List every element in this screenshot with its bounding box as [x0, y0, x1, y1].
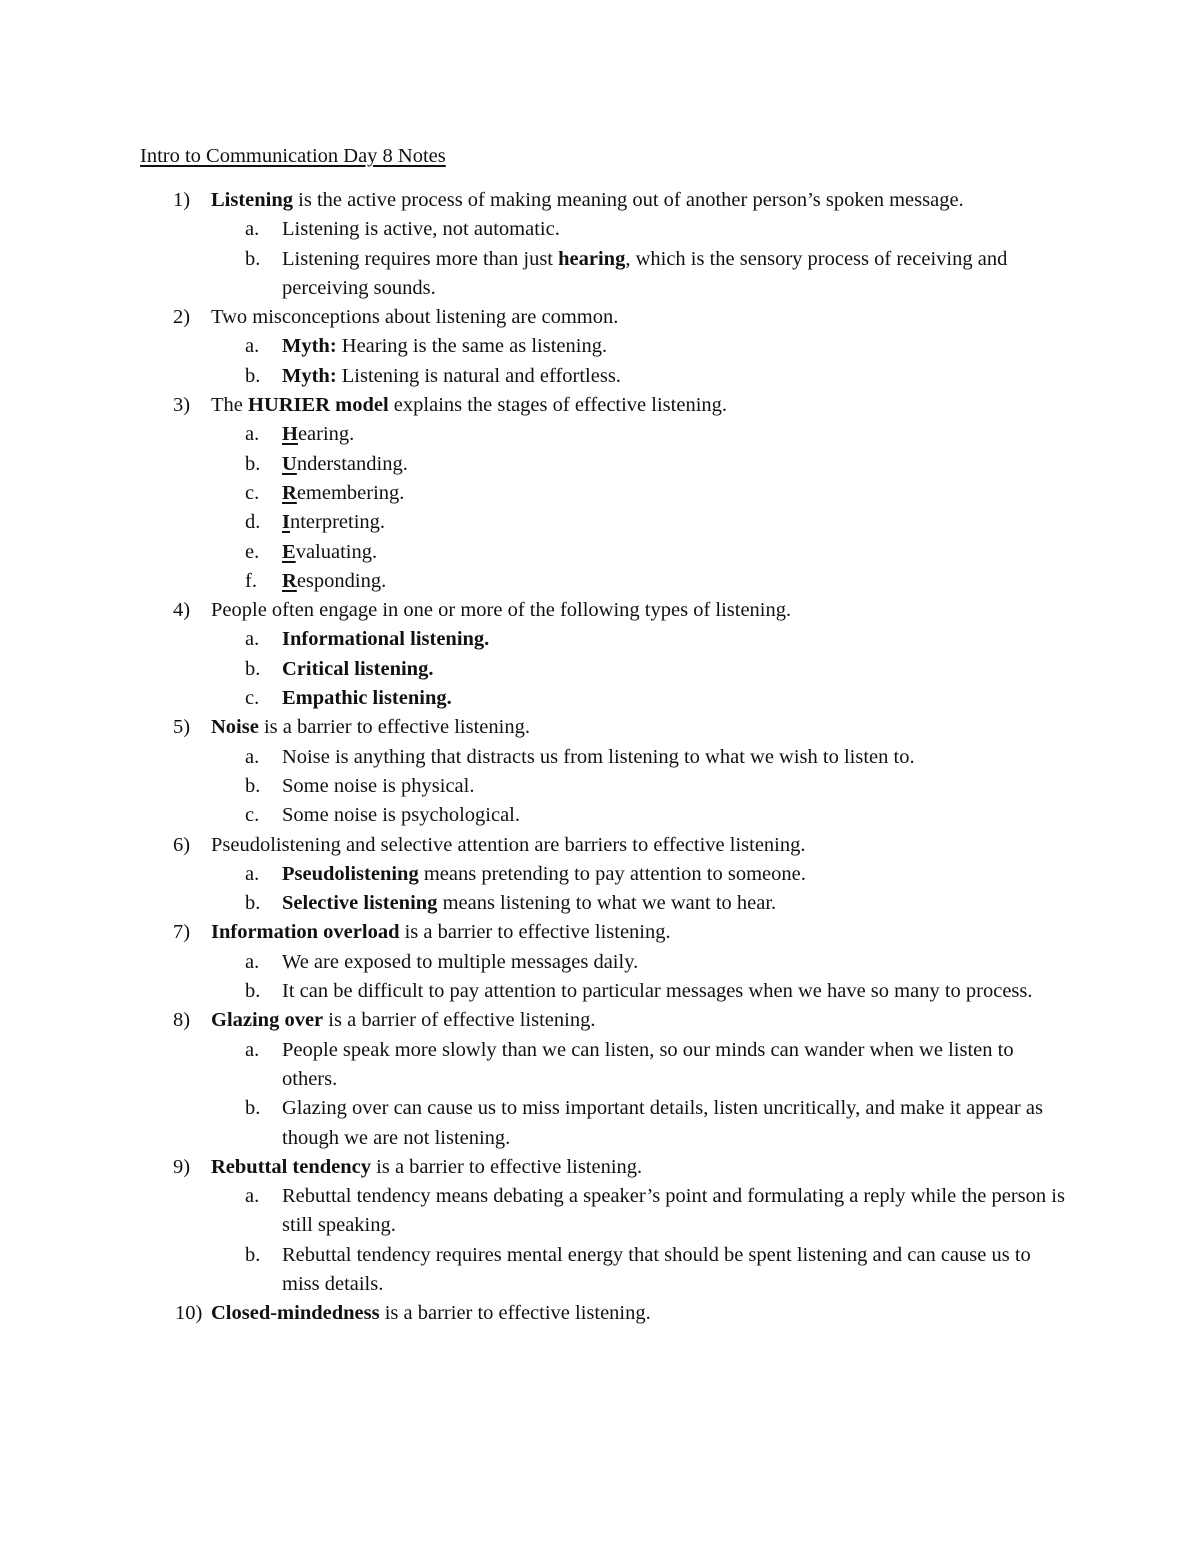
- item-text: [211, 831, 1070, 860]
- sub-item-letter: a.: [245, 628, 260, 651]
- item-text: [211, 303, 1070, 332]
- bold-term: [282, 423, 298, 445]
- sub-item-text: [282, 772, 1070, 801]
- bold-term: [282, 511, 290, 533]
- text-run: nderstanding.: [296, 452, 408, 475]
- bold-term: Empathic listening.: [282, 687, 452, 710]
- sub-item-text: [282, 538, 1070, 567]
- sub-item-text: [282, 977, 1070, 1006]
- sub-item-letter: e.: [245, 540, 260, 563]
- sub-list: [211, 860, 1070, 919]
- sub-item-letter: a.: [245, 950, 260, 973]
- sub-item-text: [282, 420, 1070, 449]
- sub-list: [211, 1182, 1070, 1299]
- sub-item-letter: b.: [245, 364, 261, 387]
- underlined-initial: R: [282, 481, 297, 504]
- sub-item-letter: a.: [245, 862, 260, 885]
- outline-item: [0, 831, 1200, 919]
- outline-item: [0, 1299, 1200, 1328]
- text-run: is a barrier to effective listening.: [379, 1302, 651, 1325]
- underlined-initial: H: [282, 423, 298, 446]
- sub-item: [211, 1094, 1070, 1153]
- sub-item-text: [282, 1094, 1070, 1153]
- outline-item: [0, 713, 1200, 830]
- outline-item: [0, 596, 1200, 713]
- text-run: Listening is active, not automatic.: [282, 218, 560, 241]
- outline-item: [0, 303, 1200, 391]
- sub-list: [211, 215, 1070, 303]
- bold-term: Rebuttal tendency: [211, 1155, 372, 1178]
- sub-item-text: [282, 215, 1070, 244]
- text-run: Listening is natural and effortless.: [336, 364, 621, 387]
- text-run: Rebuttal tendency means debating a speaker’s point and formulating a reply while the person is still speaking.: [282, 1185, 1065, 1237]
- sub-item: [211, 420, 1070, 449]
- sub-item-text: [282, 655, 1070, 684]
- text-run: Some noise is physical.: [282, 774, 475, 797]
- text-run: , which is the sensory process of receiving and perceiving sounds.: [282, 247, 1008, 299]
- sub-item-text: [282, 684, 1070, 713]
- text-run: is a barrier to effective listening.: [258, 716, 530, 739]
- bold-term: Pseudolistening: [282, 862, 419, 885]
- item-text: [211, 1006, 1070, 1035]
- sub-item-text: [282, 1241, 1070, 1300]
- text-run: means listening to what we want to hear.: [437, 892, 777, 915]
- text-run: valuating.: [295, 540, 378, 563]
- outline-item: [0, 1006, 1200, 1152]
- sub-item: [211, 743, 1070, 772]
- bold-term: Critical listening.: [282, 657, 434, 680]
- sub-list: [211, 625, 1070, 713]
- sub-item-text: [282, 801, 1070, 830]
- sub-item: [211, 332, 1070, 361]
- item-text: [211, 596, 1070, 625]
- bold-term: [282, 453, 297, 475]
- text-run: esponding.: [296, 569, 387, 592]
- bold-term: HURIER model: [248, 394, 389, 417]
- sub-item-letter: c.: [245, 481, 260, 504]
- underlined-initial: R: [282, 569, 297, 592]
- bold-term: [282, 570, 297, 592]
- item-number: 2): [173, 306, 191, 329]
- text-run: People speak more slowly than we can listen, so our minds can wander when we listen to others.: [282, 1038, 1014, 1090]
- sub-item-letter: b.: [245, 892, 261, 915]
- sub-item-letter: b.: [245, 774, 261, 797]
- sub-item-text: [282, 567, 1070, 596]
- sub-item-letter: b.: [245, 980, 261, 1003]
- underlined-initial: I: [282, 511, 290, 534]
- sub-item: [211, 508, 1070, 537]
- sub-item: [211, 1241, 1070, 1300]
- sub-item-text: [282, 948, 1070, 977]
- text-run: Hearing is the same as listening.: [336, 335, 608, 358]
- sub-item-text: [282, 625, 1070, 654]
- item-number: 8): [173, 1009, 191, 1032]
- bold-term: Myth:: [282, 335, 337, 358]
- sub-item-text: [282, 508, 1070, 537]
- sub-item-letter: a.: [245, 335, 260, 358]
- bold-term: Selective listening: [282, 892, 438, 915]
- text-run: Some noise is psychological.: [282, 804, 521, 827]
- text-run: We are exposed to multiple messages daily.: [282, 950, 639, 973]
- item-number: 10): [175, 1302, 203, 1325]
- bold-term: Noise: [211, 716, 259, 739]
- sub-item-letter: a.: [245, 1038, 260, 1061]
- sub-list: [211, 1036, 1070, 1153]
- sub-item: [211, 215, 1070, 244]
- sub-item: [211, 567, 1070, 596]
- text-run: Pseudolistening and selective attention are barriers to effective listening.: [211, 833, 806, 856]
- bold-term: Closed-mindedness: [211, 1302, 380, 1325]
- item-text: [211, 713, 1070, 742]
- sub-item: [211, 245, 1070, 304]
- sub-list: [211, 743, 1070, 831]
- sub-item: [211, 362, 1070, 391]
- item-text: [211, 186, 1070, 215]
- sub-item: [211, 538, 1070, 567]
- sub-item-text: [282, 450, 1070, 479]
- bold-term: Informational listening.: [282, 628, 490, 651]
- sub-item: [211, 801, 1070, 830]
- outline-item: [0, 918, 1200, 1006]
- bold-term: Myth:: [282, 364, 337, 387]
- text-run: Glazing over can cause us to miss important details, listen uncritically, and make it appear as though we are not listening.: [282, 1097, 1043, 1149]
- sub-item-text: [282, 889, 1070, 918]
- sub-item: [211, 655, 1070, 684]
- sub-item-text: [282, 1182, 1070, 1241]
- sub-item: [211, 684, 1070, 713]
- notes-outline: [0, 186, 1200, 1329]
- text-run: Two misconceptions about listening are common.: [211, 306, 619, 329]
- sub-item-letter: c.: [245, 804, 260, 827]
- sub-item-text: [282, 743, 1070, 772]
- text-run: explains the stages of effective listening.: [388, 394, 728, 417]
- text-run: is a barrier of effective listening.: [323, 1009, 596, 1032]
- outline-item: [0, 391, 1200, 596]
- sub-item-text: [282, 860, 1070, 889]
- text-run: Noise is anything that distracts us from listening to what we wish to listen to.: [282, 745, 915, 768]
- text-run: People often engage in one or more of the following types of listening.: [211, 599, 792, 622]
- text-run: is the active process of making meaning out of another person’s spoken message.: [293, 189, 964, 211]
- sub-item-text: [282, 362, 1070, 391]
- item-text: [211, 918, 1070, 947]
- text-run: Listening requires more than just: [282, 247, 559, 270]
- sub-item-letter: a.: [245, 423, 260, 446]
- sub-item-letter: b.: [245, 1243, 261, 1266]
- text-run: is a barrier to effective listening.: [399, 921, 671, 944]
- sub-item-letter: f.: [245, 569, 257, 592]
- underlined-initial: U: [282, 452, 297, 475]
- sub-item-text: [282, 479, 1070, 508]
- sub-item-letter: a.: [245, 1185, 260, 1208]
- sub-item-text: [282, 1036, 1070, 1095]
- item-number: 5): [173, 716, 191, 739]
- sub-item-text: [282, 245, 1070, 304]
- text-run: means pretending to pay attention to someone.: [418, 862, 806, 885]
- sub-item: [211, 889, 1070, 918]
- sub-item: [211, 977, 1070, 1006]
- document-title: Intro to Communication Day 8 Notes: [140, 145, 446, 167]
- text-run: earing.: [297, 423, 355, 446]
- sub-item: [211, 772, 1070, 801]
- sub-item-letter: b.: [245, 1097, 261, 1120]
- item-number: 9): [173, 1155, 191, 1178]
- item-text: [211, 1299, 1070, 1328]
- sub-item: [211, 450, 1070, 479]
- bold-term: Information overload: [211, 921, 400, 944]
- sub-item-letter: c.: [245, 687, 260, 710]
- sub-item: [211, 625, 1070, 654]
- sub-item-letter: a.: [245, 218, 260, 241]
- item-number: 4): [173, 599, 191, 622]
- sub-item: [211, 479, 1070, 508]
- sub-item: [211, 1036, 1070, 1095]
- bold-term: Listening: [211, 189, 294, 211]
- outline-item: [0, 1153, 1200, 1299]
- text-run: emembering.: [296, 481, 405, 504]
- sub-list: [211, 332, 1070, 391]
- item-number: 3): [173, 394, 191, 417]
- text-run: The: [211, 394, 248, 417]
- sub-item: [211, 948, 1070, 977]
- outline-item: [0, 186, 1200, 303]
- sub-item-letter: b.: [245, 247, 261, 270]
- sub-item-letter: b.: [245, 452, 261, 475]
- text-run: Rebuttal tendency requires mental energy that should be spent listening and can cause us to miss details.: [282, 1243, 1031, 1295]
- sub-item: [211, 860, 1070, 889]
- sub-item-text: [282, 332, 1070, 361]
- sub-item-letter: a.: [245, 745, 260, 768]
- item-text: [211, 1153, 1070, 1182]
- bold-term: Glazing over: [211, 1009, 324, 1032]
- item-text: [211, 391, 1070, 420]
- sub-item: [211, 1182, 1070, 1241]
- text-run: It can be difficult to pay attention to particular messages when we have so many to process.: [282, 980, 1033, 1003]
- sub-list: [211, 420, 1070, 596]
- sub-list: [211, 948, 1070, 1007]
- bold-term: [282, 541, 296, 563]
- text-run: is a barrier to effective listening.: [371, 1155, 643, 1178]
- bold-term: [282, 482, 297, 504]
- item-number: 1): [173, 189, 191, 211]
- sub-item-letter: b.: [245, 657, 261, 680]
- item-number: 6): [173, 833, 191, 856]
- bold-term: hearing: [558, 247, 626, 270]
- text-run: nterpreting.: [289, 511, 386, 534]
- item-number: 7): [173, 921, 191, 944]
- underlined-initial: E: [282, 540, 296, 563]
- sub-item-letter: d.: [245, 511, 261, 534]
